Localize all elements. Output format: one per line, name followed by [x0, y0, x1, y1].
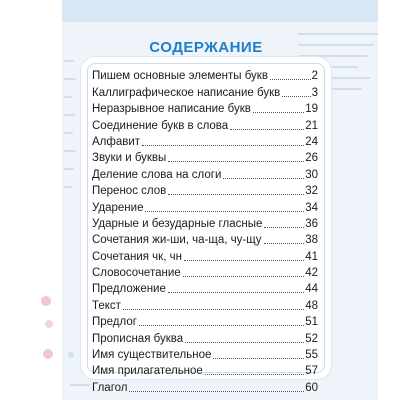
toc-entry-label: Имя существительное — [92, 349, 212, 362]
toc-entry — [92, 133, 318, 149]
toc-leader-dots — [129, 391, 304, 392]
toc-entry-label: Предложение — [92, 283, 166, 296]
toc-entry-label: Сочетания жи-ши, ча-ща, чу-щу — [92, 234, 262, 247]
flower-decoration — [41, 296, 51, 306]
toc-entry-page-number: 36 — [305, 217, 318, 230]
toc-entry-label: Звуки и буквы — [92, 152, 167, 165]
toc-entry-page-number: 44 — [305, 283, 318, 296]
toc-entry-label: Пишем основные элементы букв — [92, 70, 268, 83]
toc-entry-page-number: 38 — [305, 234, 318, 247]
toc-entry-label: Перенос слов — [92, 185, 167, 198]
toc-entry-page-number: 41 — [305, 250, 318, 263]
toc-entry-page-number: 26 — [305, 152, 318, 165]
toc-entry-label: Текст — [92, 299, 121, 312]
toc-entry-page-number: 24 — [305, 135, 318, 148]
toc-entry-page-number: 30 — [305, 168, 318, 181]
toc-entry-label: Алфавит — [92, 135, 141, 148]
toc-entry — [92, 264, 318, 280]
toc-entry-label: Ударные и безударные гласные — [92, 217, 263, 230]
toc-entry — [92, 280, 318, 296]
toc-entry-page-number: 34 — [305, 201, 318, 214]
toc-entry — [92, 182, 318, 198]
toc-entry-label: Предлог — [92, 316, 137, 329]
toc-leader-dots — [184, 260, 304, 261]
page-header-strip — [62, 0, 378, 22]
toc-entry-label: Сочетания чк, чн — [92, 250, 182, 263]
toc-entry-label: Ударение — [92, 201, 144, 214]
flower-decoration — [45, 320, 53, 328]
toc-leader-dots — [253, 112, 304, 113]
toc-entry-label: Глагол — [92, 381, 128, 394]
toc-leader-dots — [213, 358, 304, 359]
toc-entry-label: Словосочетание — [92, 267, 181, 280]
toc-leader-dots — [223, 178, 304, 179]
flower-decoration — [43, 349, 53, 359]
toc-entry — [92, 329, 318, 345]
toc-entry-page-number: 32 — [305, 185, 318, 198]
toc-entry-label: Неразрывное написание букв — [92, 103, 251, 116]
toc-entry-label: Имя прилагательное — [92, 365, 203, 378]
toc-entry — [92, 247, 318, 263]
toc-entry-label: Прописная буква — [92, 332, 184, 345]
toc-leader-dots — [282, 96, 310, 97]
toc-entry — [92, 198, 318, 214]
toc-entry — [92, 165, 318, 181]
toc-entry-page-number: 57 — [305, 365, 318, 378]
toc-entry — [92, 313, 318, 329]
toc-entry-page-number: 51 — [305, 316, 318, 329]
toc-leader-dots — [145, 211, 304, 212]
toc-entry-label: Деление слова на слоги — [92, 168, 222, 181]
toc-leader-dots — [183, 276, 305, 277]
toc-leader-dots — [270, 79, 311, 80]
toc-entry-page-number: 55 — [305, 349, 318, 362]
toc-entry — [92, 67, 318, 83]
toc-entry-label: Каллиграфическое написание букв — [92, 86, 281, 99]
toc-entry-page-number: 21 — [305, 119, 318, 132]
toc-entry-page-number: 60 — [305, 381, 318, 394]
toc-leader-dots — [264, 227, 304, 228]
faded-margin-text — [64, 60, 78, 204]
toc-entry — [92, 346, 318, 362]
toc-leader-dots — [185, 342, 304, 343]
toc-leader-dots — [142, 145, 304, 146]
toc-entry-page-number: 2 — [311, 70, 318, 83]
toc-entry — [92, 362, 318, 378]
toc-entry-page-number: 3 — [311, 86, 318, 99]
toc-entry-page-number: 19 — [305, 103, 318, 116]
toc-leader-dots — [230, 129, 304, 130]
faded-footer-text — [70, 384, 90, 386]
toc-entry-page-number: 48 — [305, 299, 318, 312]
toc-entry — [92, 378, 318, 394]
toc-list — [92, 67, 318, 395]
toc-leader-dots — [264, 243, 305, 244]
toc-entry — [92, 215, 318, 231]
toc-entry — [92, 116, 318, 132]
toc-entry — [92, 149, 318, 165]
toc-leader-dots — [123, 309, 304, 310]
toc-entry-page-number: 42 — [305, 267, 318, 280]
dot-decoration — [68, 352, 74, 358]
toc-entry-page-number: 52 — [305, 332, 318, 345]
toc-entry-label: Соединение букв в слова — [92, 119, 229, 132]
toc-entry — [92, 100, 318, 116]
toc-entry — [92, 296, 318, 312]
toc-leader-dots — [168, 292, 304, 293]
toc-leader-dots — [168, 194, 304, 195]
toc-entry — [92, 231, 318, 247]
toc-leader-dots — [205, 374, 304, 375]
toc-leader-dots — [139, 325, 304, 326]
toc-entry — [92, 83, 318, 99]
toc-leader-dots — [168, 161, 304, 162]
toc-title: СОДЕРЖАНИЕ — [149, 39, 263, 56]
